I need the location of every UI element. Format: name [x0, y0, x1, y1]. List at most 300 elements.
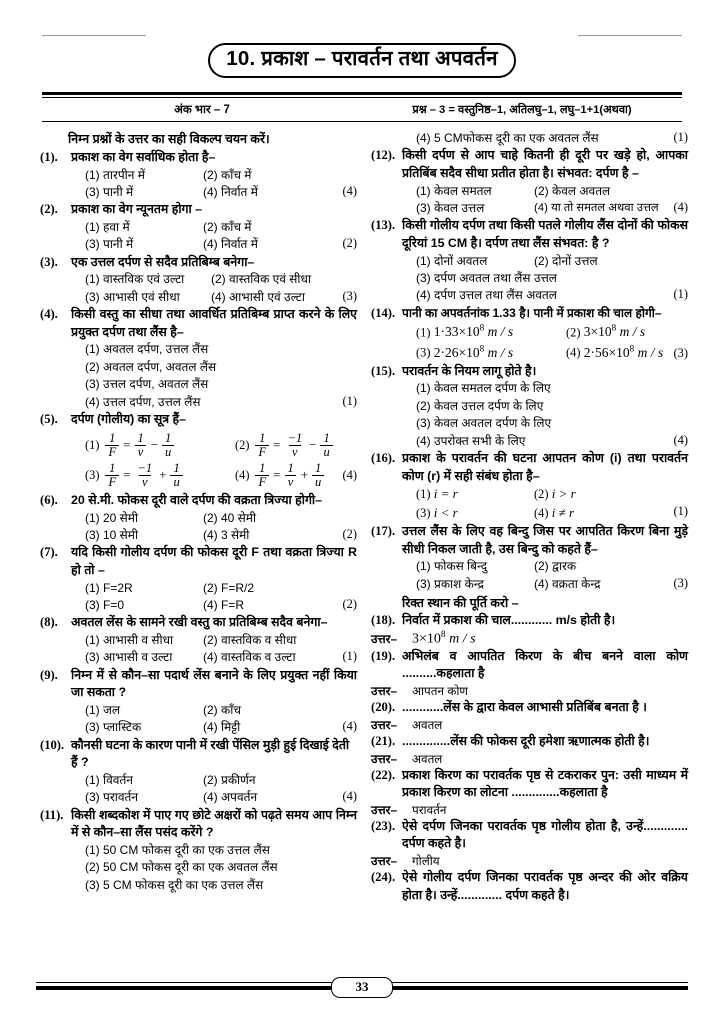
- option-2[interactable]: [566, 322, 688, 342]
- option-2[interactable]: (2) अवतल दर्पण, अवतल लैंस: [85, 359, 217, 374]
- option-2[interactable]: (2) वास्तविक व सीधा: [203, 633, 297, 648]
- option-2[interactable]: (2) केवल अवतल: [534, 183, 611, 198]
- marks-weight-label: अंक भार – 7: [174, 103, 230, 116]
- question-scheme-label: प्रश्न – 3 = वस्तुनिष्ठ–1, अतिलघु–1, लघु–1+1(अथवा): [412, 103, 632, 116]
- option-mark: (4): [235, 467, 250, 482]
- option-math: i ≠ r: [551, 505, 575, 521]
- option-mark: (4): [566, 345, 581, 360]
- answer-label: उत्तर–: [371, 717, 398, 732]
- options-list: [71, 580, 357, 615]
- fraction-term-1: [134, 462, 155, 489]
- answer-value: गोलीय: [412, 854, 440, 869]
- question-text: पानी का अपवर्तनांक 1.33 है। पानी में प्रकाश की चाल होगी–: [402, 305, 662, 320]
- question-item: [40, 492, 357, 544]
- answer-label: उत्तर–: [371, 751, 398, 766]
- answer-key: (1): [342, 393, 357, 408]
- question-item: [371, 305, 688, 363]
- option-row: [402, 342, 688, 362]
- option-row: [71, 289, 357, 306]
- question-body: [71, 201, 357, 253]
- option-mark: (2): [534, 487, 549, 502]
- question-body: [71, 306, 357, 411]
- answer-key: (4): [342, 789, 357, 804]
- page-footer: [36, 979, 688, 1008]
- question-body: [402, 217, 688, 304]
- options-list: [71, 842, 357, 894]
- question-number: (18).: [371, 613, 396, 628]
- option-row: [402, 253, 688, 270]
- fraction-term-1: [284, 462, 296, 489]
- question-number: (13).: [371, 218, 396, 233]
- option-mark: (2): [566, 325, 581, 340]
- answer-key: (1): [342, 649, 357, 664]
- option-row: [71, 597, 357, 614]
- exponent: 8: [611, 322, 617, 333]
- option-3[interactable]: (3) परावर्तन: [85, 790, 139, 805]
- option-2[interactable]: (2) काँच: [203, 703, 241, 718]
- options-list: [402, 183, 688, 218]
- option-row: [71, 877, 357, 894]
- fraction-term-2: [162, 432, 174, 459]
- question-text: किसी शब्दकोश में पाए गए छोटे अक्षरों को पढ़ते समय आप निम्न में से कौन–सा लैंस पसंद करेंगे ?: [71, 807, 357, 840]
- fraction-lhs: [255, 432, 269, 459]
- option-math: i = r: [433, 486, 458, 502]
- option-4[interactable]: (4) आभासी एवं उल्टा: [211, 289, 305, 304]
- question-body: [402, 648, 688, 683]
- option-1[interactable]: (1) केवल समतल दर्पण के लिए: [416, 381, 551, 396]
- question-number: (11).: [40, 807, 64, 822]
- numerator: −1: [137, 460, 153, 475]
- options-list: [71, 167, 357, 202]
- option-row: [71, 236, 357, 253]
- coefficient: 2·26×10: [433, 344, 480, 360]
- question-body: [71, 544, 357, 614]
- option-3[interactable]: (3) 10 सेमी: [85, 528, 139, 543]
- option-4[interactable]: (4) उपरोक्त सभी के लिए: [416, 433, 526, 448]
- fraction-term-2: [170, 462, 182, 489]
- question-text: निर्वात में प्रकाश की चाल............ m/s होती है।: [402, 613, 616, 628]
- option-value: [434, 324, 513, 339]
- option-value: [434, 345, 513, 360]
- top-rule-right: [578, 35, 682, 36]
- question-text: अभिलंब व आपतित किरण के बीच बनने वाला कोण ..........कहलाता है: [402, 648, 688, 681]
- answer-value: अवतल: [412, 751, 443, 766]
- option-row: [402, 130, 688, 147]
- option-2[interactable]: (2) काँच में: [203, 167, 252, 182]
- option-4[interactable]: (4) उत्तल दर्पण, उत्तल लैंस: [85, 394, 201, 409]
- question-body: [402, 818, 688, 853]
- question-body: [402, 733, 688, 751]
- coefficient: 3×10: [412, 631, 441, 647]
- option-3[interactable]: (3) आभासी एवं सीधा: [85, 289, 180, 304]
- operator: +: [159, 467, 167, 483]
- numerator: 1: [173, 460, 180, 475]
- option-row: [402, 183, 688, 200]
- fraction-lhs: [105, 432, 119, 459]
- question-text: ऐसे दर्पण जिनका परावर्तक पृष्ठ गोलीय होता है, उन्हें............. दर्पण कहते है।: [402, 818, 688, 851]
- answer-line: [371, 802, 688, 818]
- option-mark: (1): [416, 325, 431, 340]
- fraction-term-2: [312, 462, 324, 489]
- option-mark: (3): [416, 345, 431, 360]
- denominator: u: [162, 445, 174, 459]
- exponent: 8: [479, 322, 485, 333]
- band-row: [42, 98, 682, 121]
- exponent: 8: [440, 630, 446, 641]
- answer-line: [371, 630, 688, 648]
- option-1[interactable]: (1) आभासी व सीधा: [85, 633, 174, 648]
- denominator: F: [105, 475, 119, 489]
- question-item: [40, 544, 357, 614]
- option-1[interactable]: (1) अवतल दर्पण, उत्तल लैंस: [85, 342, 209, 357]
- unit: m / s: [487, 324, 514, 340]
- exponent: 8: [629, 343, 635, 354]
- numerator: −1: [287, 430, 303, 445]
- answer-value: अवतल: [412, 717, 443, 732]
- option-1[interactable]: (1) केवल समतल: [416, 183, 492, 198]
- numerator: 1: [165, 430, 172, 445]
- fill-in-blanks-heading: रिक्त स्थान की पूर्ति करो –: [402, 596, 519, 611]
- options-list: [402, 322, 688, 363]
- option-3[interactable]: (3) केवल अवतल दर्पण के लिए: [416, 416, 552, 431]
- option-4[interactable]: [566, 342, 668, 362]
- option-row: [402, 380, 688, 397]
- option-2[interactable]: (2) द्वारक: [534, 559, 577, 574]
- question-number: (14).: [371, 305, 396, 320]
- question-number: (17).: [371, 524, 396, 539]
- question-number: (1).: [40, 150, 58, 164]
- denominator: v: [285, 475, 297, 489]
- option-1[interactable]: (1) वास्तविक एवं उल्टा: [85, 272, 185, 287]
- option-3[interactable]: (3) प्रकाश केन्द्र: [416, 576, 484, 591]
- operator: −: [309, 437, 317, 453]
- question-body: [71, 807, 357, 894]
- option-1[interactable]: (1) जल: [85, 703, 121, 718]
- options-list: [71, 341, 357, 411]
- question-number: (2).: [40, 202, 58, 217]
- option-2[interactable]: [534, 485, 688, 504]
- question-body: [402, 450, 688, 523]
- question-text: किसी दर्पण से आप चाहे कितनी ही दूरी पर खड़े हो, आपका प्रतिबिंब सदैव सीधा प्रतीत होता है। संभवत: दर्पण है –: [402, 148, 688, 180]
- question-item: [371, 612, 688, 630]
- question-item: [371, 450, 688, 523]
- marks-band: [42, 92, 682, 122]
- fraction-term-1: [284, 432, 305, 459]
- option-row: [402, 558, 688, 575]
- question-body: [71, 492, 357, 544]
- answer-value: परावर्तन: [412, 802, 447, 817]
- option-3[interactable]: (3) 5 CM फोकस दूरी का एक उत्तल लैंस: [85, 877, 264, 892]
- page-title: 10. प्रकाश – परावर्तन तथा अपवर्तन: [208, 43, 516, 78]
- option-1[interactable]: (1) F=2R: [85, 580, 133, 595]
- answer-key: (2): [342, 527, 357, 542]
- formula-row: [71, 462, 357, 489]
- options-list: [71, 271, 357, 306]
- numerator: 1: [323, 430, 330, 445]
- option-value: [584, 345, 663, 360]
- exponent: 8: [479, 343, 485, 354]
- question-body: [402, 147, 688, 217]
- question-number: (19).: [371, 648, 396, 663]
- option-3[interactable]: (3) उत्तल दर्पण, अवतल लैंस: [85, 377, 209, 392]
- option-row: [402, 398, 688, 415]
- option-row: [71, 167, 357, 184]
- answer-label: उत्तर–: [371, 854, 398, 869]
- option-2[interactable]: (2) प्रकीर्णन: [203, 773, 256, 788]
- option-row: [71, 632, 357, 649]
- fraction-term-2: [320, 432, 332, 459]
- option-3[interactable]: (3) F=0: [85, 598, 125, 613]
- question-item: [371, 217, 688, 304]
- option-3[interactable]: [402, 504, 534, 523]
- options-list: [402, 558, 688, 593]
- denominator: u: [320, 445, 332, 459]
- option-1[interactable]: (1) विवर्तन: [85, 773, 133, 788]
- option-row: [71, 702, 357, 719]
- option-row: [71, 842, 357, 859]
- options-list: [71, 632, 357, 667]
- denominator: v: [289, 445, 301, 459]
- answer-key: (4): [673, 432, 688, 447]
- question-body: [71, 737, 357, 807]
- option-2[interactable]: (2) दोनों उत्तल: [534, 253, 598, 268]
- option-row: [71, 772, 357, 789]
- answer-value: आपतन कोण: [412, 683, 468, 698]
- question-body: [402, 363, 688, 450]
- answer-key: (4): [342, 467, 357, 482]
- question-item-continued: [371, 130, 688, 147]
- formula-option-1[interactable]: [71, 432, 235, 459]
- option-row: [402, 322, 688, 342]
- instruction-line: निम्न प्रश्नों के उत्तर का सही विकल्प चयन करें।: [68, 132, 270, 146]
- formula-row: [71, 432, 357, 459]
- answer-key: (3): [342, 288, 357, 303]
- unit: m / s: [449, 631, 476, 647]
- question-number: (24).: [371, 870, 396, 885]
- question-number-spacer: [371, 130, 402, 147]
- option-3[interactable]: (3) पानी में: [85, 237, 134, 252]
- question-number: (8).: [40, 615, 58, 630]
- question-text: ............लेंस के द्वारा केवल आभासी प्रतिबिंब बनता है ।: [402, 699, 647, 714]
- question-item: [40, 201, 357, 253]
- question-item: [371, 147, 688, 217]
- question-number: (15).: [371, 363, 396, 378]
- option-4[interactable]: (4) वास्तविक व उल्टा: [203, 650, 296, 665]
- answer-line: [371, 717, 688, 733]
- question-text: निम्न में से कौन–सा पदार्थ लेंस बनाने के लिए प्रयुक्त नहीं किया जा सकता ?: [71, 667, 357, 700]
- answer-key: (4): [342, 719, 357, 734]
- option-1[interactable]: (1) 20 सेमी: [85, 510, 139, 525]
- option-2[interactable]: (2) 40 सेमी: [203, 510, 257, 525]
- question-item: [371, 699, 688, 717]
- option-row: [71, 510, 357, 527]
- denominator: v: [135, 445, 147, 459]
- fraction-term-1: [134, 432, 146, 459]
- unit: m / s: [619, 324, 646, 340]
- answer-key: (1): [673, 130, 688, 144]
- right-column: [371, 130, 688, 976]
- option-mark: (1): [416, 487, 431, 502]
- question-body: [71, 149, 357, 201]
- question-text: यदि किसी गोलीय दर्पण की फोकस दूरी F तथा वक्रता त्रिज्या R हो तो –: [71, 545, 357, 578]
- top-decoration: [0, 0, 724, 46]
- left-column: [40, 130, 357, 976]
- option-mark: (1): [85, 437, 100, 452]
- question-item: [371, 818, 688, 853]
- equals-sign: =: [273, 467, 281, 483]
- answer-key: (3): [673, 345, 688, 360]
- options-list: [402, 485, 688, 523]
- option-3[interactable]: (3) प्लास्टिक: [85, 720, 142, 735]
- option-2[interactable]: (2) वास्तविक एवं सीधा: [211, 272, 311, 287]
- question-item: [371, 869, 688, 904]
- question-text: ऐसे गोलीय दर्पण जिनका परावर्तक पृष्ठ अन्दर की ओर वक्रिय होता है। उन्हें............. दर्पण कहते है।: [402, 870, 688, 902]
- option-4[interactable]: (4) दर्पण उत्तल तथा लैंस अवतल: [416, 288, 557, 303]
- option-1[interactable]: [402, 485, 534, 504]
- equals-sign: =: [123, 437, 131, 453]
- answer-key: (2): [342, 597, 357, 612]
- answer-value: [402, 630, 476, 648]
- answer-line: [371, 683, 688, 699]
- formula-option-2[interactable]: [235, 432, 357, 459]
- question-item: [40, 306, 357, 411]
- numerator: 1: [259, 460, 266, 475]
- question-item: [40, 614, 357, 666]
- question-text: 20 से.मी. फोकस दूरी वाले दर्पण की वक्रता त्रिज्या होगी–: [71, 493, 323, 508]
- operator: −: [150, 437, 159, 453]
- option-1[interactable]: (1) हवा में: [85, 220, 130, 234]
- question-body: [402, 869, 688, 904]
- answer-key: (4): [342, 184, 357, 198]
- option-3[interactable]: (3) आभासी व उल्टा: [85, 650, 173, 665]
- answer-label: उत्तर–: [371, 802, 398, 817]
- question-body: [71, 614, 357, 666]
- option-2[interactable]: (2) F=R/2: [203, 580, 255, 595]
- question-item: [40, 149, 357, 201]
- option-1[interactable]: (1) दोनों अवतल: [416, 253, 488, 268]
- option-row: [402, 433, 688, 450]
- option-4[interactable]: (4) वक्रता केन्द्र: [534, 576, 601, 591]
- question-number: (3).: [40, 254, 58, 269]
- unit: m / s: [487, 344, 514, 360]
- options-list: [71, 772, 357, 807]
- option-3[interactable]: (3) केवल उत्तल: [416, 201, 485, 215]
- question-text: किसी गोलीय दर्पण तथा किसी पतले गोलीय लैंस दोनों की फोकस दूरियां 15 CM है। दर्पण तथा लैंस संभवत: है ?: [402, 218, 688, 250]
- option-4[interactable]: (4) मिट्टी: [203, 720, 241, 735]
- page-number: 33: [331, 977, 393, 998]
- question-body: [402, 767, 688, 802]
- question-body: [402, 612, 688, 630]
- option-4[interactable]: (4) निर्वात में: [203, 185, 258, 199]
- option-row: [71, 359, 357, 376]
- denominator: F: [105, 445, 119, 459]
- question-number: (16).: [371, 450, 396, 465]
- option-4[interactable]: (4) 3 सेमी: [203, 528, 250, 543]
- option-1[interactable]: (1) तारपीन में: [85, 167, 145, 182]
- question-body: [402, 305, 688, 363]
- option-1[interactable]: [402, 322, 566, 342]
- question-item: [371, 648, 688, 683]
- band-rule-bottom: [42, 121, 682, 123]
- option-1[interactable]: (1) 50 CM फोकस दूरी का एक उत्तल लैंस: [85, 843, 270, 858]
- option-row: [71, 271, 357, 288]
- numerator: 1: [315, 460, 322, 475]
- question-item: [40, 667, 357, 737]
- option-row: [402, 287, 688, 304]
- equals-sign: =: [273, 437, 281, 453]
- option-row: [71, 394, 357, 411]
- question-body: [402, 130, 688, 147]
- option-mark: (3): [85, 467, 100, 482]
- question-number: (6).: [40, 493, 58, 508]
- question-number: (5).: [40, 411, 58, 426]
- options-list: [402, 253, 688, 305]
- chapter-title-wrap: [0, 43, 724, 78]
- option-3[interactable]: (3) दर्पण अवतल तथा लैंस उत्तल: [416, 271, 557, 285]
- options-list: [71, 219, 357, 254]
- question-number: (21).: [371, 733, 396, 748]
- denominator: u: [170, 475, 182, 489]
- option-2[interactable]: (2) काँच में: [203, 220, 252, 234]
- option-4[interactable]: (4) या तो समतल अथवा उत्तल: [534, 202, 659, 214]
- option-2[interactable]: (2) केवल उत्तल दर्पण के लिए: [416, 398, 544, 413]
- coefficient: 3×10: [583, 324, 612, 340]
- option-3[interactable]: [402, 342, 566, 362]
- question-text: ..............लेंस की फोकस दूरी हमेशा ऋणात्मक होती है।: [402, 733, 650, 748]
- question-text: प्रकाश का वेग सर्वाधिक होता है–: [71, 150, 216, 164]
- question-text: दर्पण (गोलीय) का सूत्र हैं–: [71, 411, 186, 426]
- option-math: i > r: [551, 486, 576, 502]
- answer-key: (2): [342, 236, 357, 251]
- numerator: 1: [137, 430, 144, 445]
- question-number: (10).: [40, 737, 65, 752]
- question-number: (12).: [371, 148, 396, 163]
- option-mark: (3): [416, 506, 431, 521]
- question-number: (22).: [371, 767, 396, 782]
- option-row: [71, 527, 357, 544]
- option-4[interactable]: [534, 504, 668, 523]
- question-item: [40, 807, 357, 894]
- question-text: उत्तल लैंस के लिए वह बिन्दु जिस पर आपतित किरण बिना मुड़े सीधी निकल जाती है, उस बिन्दु को कहते हैं–: [402, 524, 688, 556]
- question-number: (4).: [40, 307, 58, 322]
- option-4[interactable]: (4) निर्वात में: [203, 237, 258, 252]
- option-4[interactable]: (4) 5 CMफोकस दूरी का एक अवतल लैंस: [416, 131, 599, 145]
- answer-line: [371, 751, 688, 767]
- options-list: [402, 380, 688, 450]
- option-3[interactable]: (3) पानी में: [85, 185, 134, 199]
- option-row: [402, 200, 688, 217]
- answer-line: [371, 853, 688, 869]
- fraction-lhs: [255, 462, 269, 489]
- fraction-lhs: [105, 462, 119, 489]
- option-4[interactable]: (4) F=R: [203, 598, 245, 613]
- option-1[interactable]: (1) फोकस बिन्दु: [416, 559, 488, 574]
- question-item: [40, 254, 357, 306]
- answer-label: उत्तर–: [371, 631, 398, 646]
- formula-option-3[interactable]: [71, 462, 235, 489]
- answer-key: (1): [673, 504, 688, 519]
- option-2[interactable]: (2) 50 CM फोकस दूरी का एक अवतल लैंस: [85, 860, 278, 875]
- coefficient: 2·56×10: [583, 344, 630, 360]
- question-text: परावर्तन के नियम लागू होते है।: [402, 363, 537, 378]
- answer-key: (3): [673, 575, 688, 590]
- option-row: [402, 504, 688, 523]
- option-4[interactable]: (4) अपवर्तन: [203, 790, 258, 805]
- formula-option-4[interactable]: [235, 462, 357, 489]
- question-item: [371, 363, 688, 450]
- operator: +: [300, 467, 309, 483]
- numerator: 1: [287, 460, 294, 475]
